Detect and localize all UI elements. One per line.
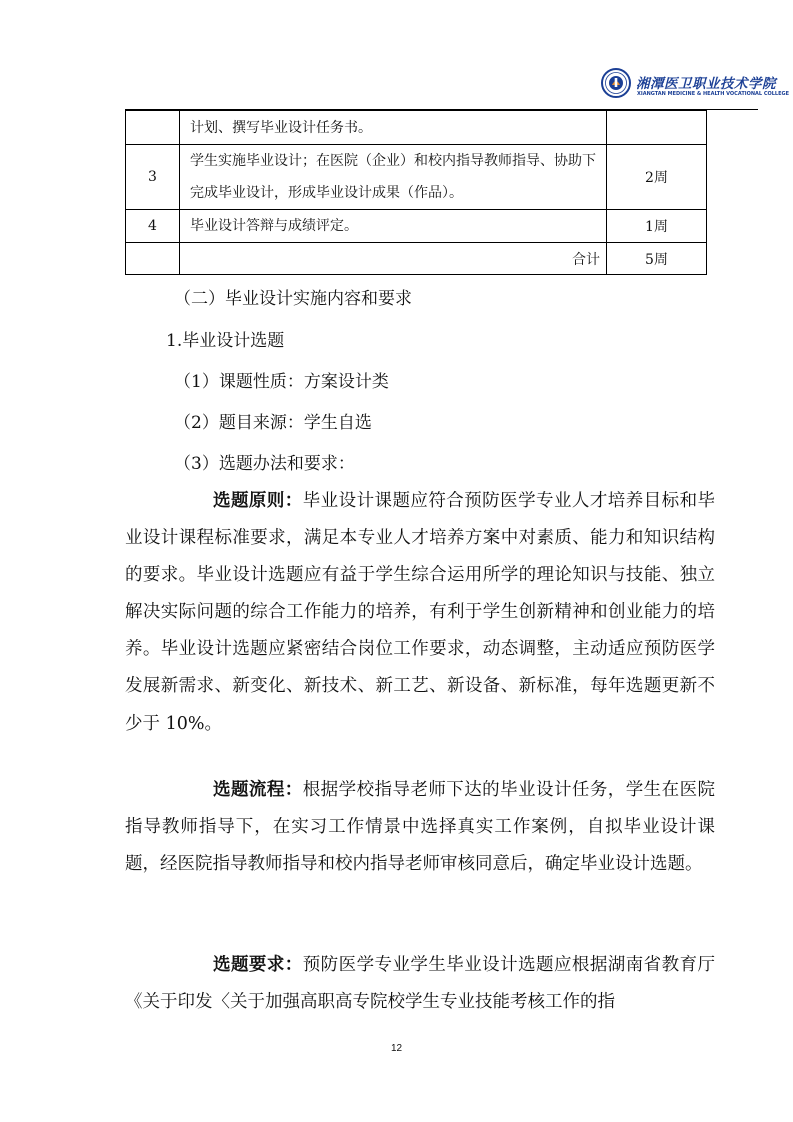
subitem-1: （1）课题性质：方案设计类 [174, 372, 389, 392]
row-weeks: 1周 [607, 210, 707, 243]
row-content: 学生实施毕业设计；在医院（企业）和校内指导教师指导、协助下完成毕业设计，形成毕业设计成果（作品）。 [180, 145, 607, 210]
college-logo-icon [601, 68, 631, 98]
paragraph-label: 选题流程： [213, 780, 303, 800]
paragraph-label: 选题要求： [213, 955, 303, 975]
subitem-3: （3）选题办法和要求： [174, 454, 355, 474]
page-number: 12 [390, 1043, 403, 1054]
paragraph-principle [125, 483, 715, 743]
table-row [126, 210, 707, 243]
paragraph-text: 根据学校指导老师下达的毕业设计任务，学生在医院指导教师指导下，在实习工作情景中选择真实工作案例，自拟毕业设计课题，经医院指导教师指导和校内指导老师审核同意后，确定毕业设计选题。 [125, 780, 716, 875]
paragraph-requirement [125, 947, 715, 1021]
school-name-en: XIANGTAN MEDICINE & HEALTH VOCATIONAL COLLEGE [637, 91, 790, 97]
row-number: 4 [126, 210, 180, 243]
paragraph-text: 毕业设计课题应符合预防医学专业人才培养目标和毕业设计课程标准要求，满足本专业人才培养方案中对素质、能力和知识结构的要求。毕业设计选题应有益于学生综合运用所学的理论知识与技能、独立解决实际问题的综合工作能力的培养，有利于学生创新精神和创业能力的培养。毕业设计选题应紧密结合岗位工作要求，动态调整，主动适应预防医学发展新需求、新变化、新技术、新工艺、新设备、新标准，每年选题更新不少于 10%。 [125, 491, 716, 734]
section-heading: （二）毕业设计实施内容和要求 [174, 289, 412, 309]
school-name: 湘潭医卫职业技术学院 [636, 76, 776, 92]
subitem-2: （2）题目来源：学生自选 [174, 413, 372, 433]
schedule-table [125, 110, 707, 275]
paragraph-label: 选题原则： [213, 491, 303, 511]
table-total-row [126, 243, 707, 275]
row-content: 毕业设计答辩与成绩评定。 [180, 210, 607, 243]
total-label: 合计 [180, 243, 607, 275]
row-content: 计划、撰写毕业设计任务书。 [180, 111, 607, 145]
row-weeks [607, 111, 707, 145]
total-weeks: 5周 [607, 243, 707, 275]
item-heading: 1.毕业设计选题 [166, 331, 285, 351]
row-weeks: 2周 [607, 145, 707, 210]
row-number: 3 [126, 145, 180, 210]
table-row [126, 111, 707, 145]
paragraph-process [125, 772, 715, 883]
paragraph-text: 预防医学专业学生毕业设计选题应根据湖南省教育厅《关于印发〈关于加强高职高专院校学生专业技能考核工作的指 [125, 955, 716, 1013]
row-number [126, 243, 180, 275]
table-row [126, 145, 707, 210]
row-number [126, 111, 180, 145]
